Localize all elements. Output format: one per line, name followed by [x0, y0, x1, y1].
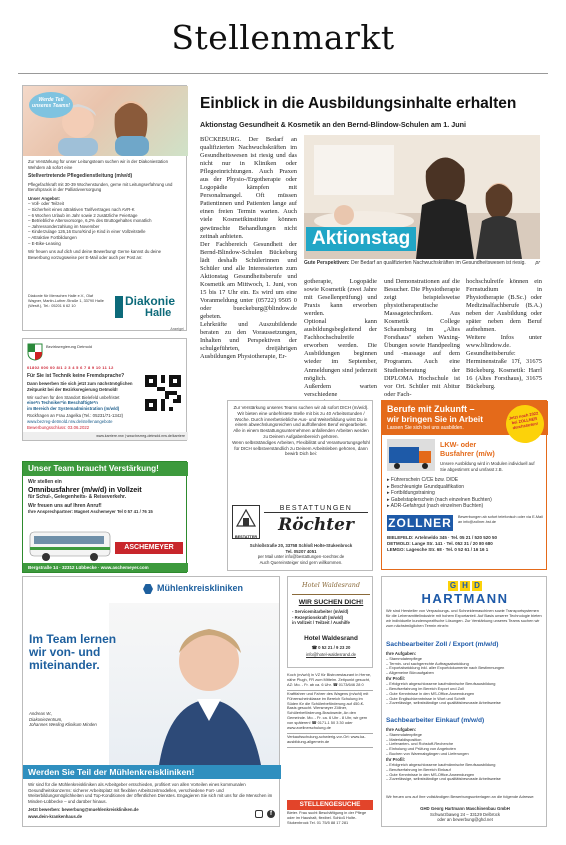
aschemeyer-cta: Wir freuen uns auf Ihren Anruf!: [28, 502, 102, 509]
zollner-item-list: [387, 477, 537, 510]
muehlenkreis-headline: Im Team lernen wir von- und miteinander.: [29, 632, 117, 672]
stellengesuche: [287, 800, 373, 830]
waldesrand-headline: WIR SUCHEN DICH!: [298, 599, 364, 606]
waldesrand-ad[interactable]: [287, 576, 373, 668]
muehlenkreis-org: Mühlenkreiskliniken: [157, 583, 244, 593]
waldesrand-phone: ☎ 0 52 21 / 9 23 20: [311, 645, 351, 650]
muehlenkreis-logo: [143, 583, 277, 597]
list-item: – 6 Wochen Urlaub im Jahr sowie 2 zusätzliche Feiertage: [28, 212, 138, 218]
waldesrand-email[interactable]: info@hotel-waldesrand.de: [306, 652, 356, 657]
bezreg-dept: im Bereich der Systemadministration (m/w/d): [27, 405, 120, 411]
masthead-rule: [18, 73, 548, 74]
list-item: – Sicherheit eines attraktiven Tarifvertrages nach AVR-K: [28, 206, 135, 212]
list-item: ▸ Beschleunigte Grundqualifikation: [387, 483, 465, 490]
instagram-icon[interactable]: [255, 810, 263, 818]
bezreg-phone-code: 01802 000 00 8/1 2 3 4 5 6 7 8 9 10 11 12: [27, 365, 114, 370]
list-item: ▸ ADR-Gefahrgut (nach einzelnen Buchten): [387, 503, 484, 510]
zollner-headline: Berufe mit Zukunft –: [387, 404, 475, 414]
zollner-logo-note: Bewerbungen ab sofort telefonisch oder via E-Mail an info@zollner-hst.de: [458, 515, 543, 524]
list-item: – Einholung und Prüfung von Angeboten: [386, 746, 456, 752]
hartmann-role-1: Sachbearbeiter Zoll / Export (m/w/d): [386, 641, 499, 648]
zollner-cities: BIELEFELD: Artelmeldo 345 · Tel. 05 21 / 520 520 50 DETMOLD: Lange Str. 141 · Tel. 052 31 / 20 80 680 LEMGO: Lagesche Str. 68 · Tel. 0 52 61 / 16 16 1: [387, 535, 498, 552]
hartmann-intro: Wir sind Hersteller von Verpackungs- und Schneidemaschinen sowie Transportsystemen für die Lebensmittelindustrie mit hohem Exportanteil. Auf Basis unserer Technologie bieten wir individuelle kundenspezifische Lösungen. Zur Verstärkung unseres Teams suchen wir zum nächstmöglichen Termin eine/n:: [386, 608, 542, 628]
list-item: – Allgemeine Büroaufgaben: [386, 670, 434, 676]
bezreg-link[interactable]: www.bezreg-detmold.nrw.de/stellenangebote: [27, 418, 113, 424]
hartmann-logo-text: HARTMANN: [421, 591, 509, 606]
list-item: – E-Bike-Leasing: [28, 240, 61, 246]
diakonie-ad[interactable]: [22, 85, 187, 331]
qr-code-icon[interactable]: [145, 375, 181, 411]
facebook-icon[interactable]: f: [267, 810, 275, 818]
roechter-name: Röchter: [278, 515, 354, 535]
list-item: – Buchen von Warenabgängen und Lieferungen: [386, 751, 469, 757]
list-item: ▸ Führerschein C/CE bzw. D/DE: [387, 477, 459, 483]
photo-label: Aktionstag: [306, 227, 416, 251]
list-item: ▸ Gabelstaplerschein (nach einzelnen Buchten): [387, 496, 492, 503]
aschemeyer-lead: Wir stellen ein: [28, 479, 62, 485]
team-badge: Werde Teil unseres Teams!: [29, 92, 73, 118]
muehlenkreis-person: Andreas W., Diakoniezentrum, Johannes Wesling Klinikum Minden: [29, 711, 97, 728]
roechter-text: Zur Verstärkung unseres Teams suchen wir ab sofort DICH (m/w/d). Wir bieten eine unbefristete Stelle mit bis zu 40 Arbeitsstunden / Woche. Durch innerbetriebliche Aus- und Weiterbildung wirst Du in einem abwechslungsreichen und auffüllenden Beruf eingearbeitet. Alle in einem Bestattungsunternehmen anfallenden Arbeiten werden zu Deinem Aufgabenbereich gehören. Wenn selbstständiges Arbeiten, Flexibilität und Verantwortungsgefühl für DICH selbstverständlich zu Deinem Arbeitsleben gehören, dann bewirb Dich bei:: [232, 405, 370, 457]
section-title: Stellenmarkt: [171, 18, 395, 57]
hartmann-role-1-task-list: [386, 657, 544, 677]
hartmann-ad[interactable]: [381, 576, 547, 827]
zollner-subline: Lassen Sie sich bei uns ausbilden.: [387, 425, 464, 431]
roechter-email: per Mail unter info@bestattungen-roechter.de: [257, 554, 345, 560]
hexagon-logo-icon: [143, 584, 153, 594]
aschemeyer-ad[interactable]: [22, 461, 187, 573]
nrw-coat-icon: [27, 343, 43, 361]
diakonie-logo-text: Diakonie: [125, 294, 176, 308]
list-item: – Erfolgreich abgeschlossene kaufmännische Berufsausbildung: [386, 680, 496, 686]
ghd-letter-h: H: [460, 581, 470, 591]
bezreg-contact: Rückfragen an Frau Jagelka (Tel.: 05231/71-1342): [27, 413, 124, 419]
roechter-phone: Tel. 05207 4051: [285, 548, 317, 554]
portrait-illustration: [109, 603, 279, 765]
muehlenkreis-contact[interactable]: Jetzt bewerben: bewerbung@muehlenkreiskliniken.de: [28, 807, 139, 812]
diakonie-offer-list: [28, 201, 183, 246]
diakonie-address: Diakonie für Menschen Halle e.V., Olaf Wagner, Martin-Luther-Straße 1, 33790 Halle (Westf.), Tel.: 05201 6 62 10: [28, 294, 104, 308]
bezreg-org: Bezirksregierung Detmold: [46, 344, 93, 349]
caption-text: Der Bedarf an qualifizierten Nachwuchskräften im Gesundheitswesen ist riesig.: [350, 260, 526, 266]
hartmann-company: GHD Georg Hartmann Maschinenbau GmbH: [420, 806, 510, 811]
list-item: – Stammdatenpflege: [386, 655, 422, 661]
hartmann-role-1-profile-list: [386, 682, 544, 707]
stellengesuche-text: Bieter. Frau sucht Beschäftigung in der Pflege oder im Haushalt, flexibel. Schloß Holte-Stukenbrock Tel. 01 75/5 88 17 281: [287, 810, 367, 825]
aschemeyer-type: für Schul-, Gelegenheits- & Reiseverkehr.: [28, 494, 127, 501]
roechter-closing: Auch Quereinsteiger sind gern willkommen.: [259, 559, 343, 565]
bezreg-role: eine*n Techniker*in Beschäftigte*n: [27, 400, 98, 406]
classified-item: Koch (m/w/d) in VZ für Bistrorestaurant in Herne, nähe Plugh, FR zum Mittelm. Zeitpunkt gesucht, AZ: Mo. - Fr. ab ca. 6 Uhr. ☎ 0173/646 28 0: [287, 672, 373, 691]
list-item: – Attraktive Fortbildungen: [28, 234, 77, 240]
ghd-letter-d: D: [472, 581, 482, 591]
list-item: – Materialdisposition: [386, 736, 422, 742]
zollner-badge: Jetzt noch 2022 bei ZOLLNER durchstarten!: [503, 402, 547, 446]
diakonie-offer-title: Unser Angebot:: [28, 195, 61, 201]
aschemeyer-role: Omnibusfahrer (m/w/d) in Vollzeit: [28, 485, 142, 495]
aschemeyer-logo: ASCHEMEYER: [115, 542, 183, 554]
article-column-1: BÜCKEBURG. Der Bedarf an qualifizierten Nachwuchskräften im Gesundheitswesen ist riesig und das nicht nur in Kliniken oder Pflegeeinrichtungen. Auch Praxen aus der Physio-/Ergotherapie oder Logopädie kämpfen mit Personalmangel. Oft müssen Patientinnen und Patienten lange auf einen freien Termin warten. Auch viele Kosmetikinstitute können gewünschte Behandlungen nicht zeitnah anbieten. Der Fachbereich Gesundheit der Bernd-Blindow-Schulen Bückeburg lädt deshalb Schülerinnen und Schüler und alle Interessierten zum Aktionstag Gesundheitsberufe und Kosmetik am Mittwoch, 1. Juni, von 15 bis 17 Uhr ein. Es wird um eine Voranmeldung unter (05722) 9505 0 oder bueckeburg@blindow.de gebeten. Lehrkräfte und Auszubildende beraten zu den Voraussetzungen, Inhalten und Perspektiven der schulgeführten, dreijährigen Ausbildungen Physiotherapie, Er-: [200, 136, 297, 361]
hartmann-role-2-profile-title: Ihr Profil:: [386, 757, 406, 763]
caption-credit: pr: [535, 260, 540, 266]
zollner-headline-2: wir bringen Sie in Arbeit: [387, 414, 484, 424]
bezreg-ad[interactable]: [22, 338, 187, 441]
hartmann-role-2: Sachbearbeiter Einkauf (m/w/d): [386, 717, 485, 724]
hartmann-closing: Wir freuen uns auf Ihre vollständigen Bewerbungsunterlagen an die folgende Adresse:: [386, 794, 535, 799]
diakonie-logo-sub: Halle: [145, 307, 172, 319]
list-item: – Gute Englischkenntnisse in Wort und Schrift: [386, 695, 466, 701]
hartmann-role-2-tasks-title: Ihre Aufgaben:: [386, 727, 417, 732]
waldesrand-logo: Hotel Waldesrand: [292, 581, 370, 595]
muehlenkreis-ad[interactable]: [22, 576, 280, 827]
diakonie-intro: Zur Verstärkung für unser Leitungsteam suchen wir in der Diakoniestation Wehdem ab sofort eine: [28, 159, 168, 170]
zollner-logo: ZOLLNER: [388, 516, 452, 530]
stellengesuche-header: STELLENGESUCHE: [287, 800, 373, 810]
list-item: – Berufserfahrung im Bereich Export und Zoll: [386, 685, 464, 691]
list-item: – Jahressonderzahlung im November: [28, 223, 100, 229]
truck-icon: [387, 439, 435, 471]
list-item: – Zuverlässige, selbstständige und qualitätsbewusste Arbeitsweise: [386, 776, 501, 782]
bus-icon: [28, 528, 113, 562]
bezreg-question: Für Sie ist Technik keine Fremdsprache?: [27, 373, 125, 379]
list-item: – Termin- und sachgerechte Auftragsabwicklung: [386, 660, 469, 666]
ad-code: Anzeige/: [170, 327, 184, 331]
waldesrand-name: Hotel Waldesrand: [304, 635, 358, 642]
bezreg-deadline: Bewerbungsschluss: 03.06.2022: [27, 424, 90, 430]
bezreg-lead: Dann bewerben Sie sich jetzt zum nächstmöglichen Zeitpunkt bei der Bezirksregierung Detmold!: [27, 381, 133, 392]
bezreg-intro: Wir suchen für den Standort Bielefeld unbefristet: [27, 394, 120, 400]
classified-list: [287, 672, 373, 748]
list-item: – Gute Kenntnisse in den MS-Office-Anwendungen: [386, 690, 475, 696]
caption-bold: Gute Perspektiven:: [304, 260, 350, 266]
waldesrand-roles: - Servicemitarbeiter (m/w/d) - Rezeptionskraft (m/w/d) in Vollzeit / Teilzeit / Aushilfe: [292, 609, 350, 626]
list-item: – Erfolgreich abgeschlossene kaufmännische Berufsausbildung: [386, 761, 496, 767]
ghd-badge: [426, 581, 504, 591]
hartmann-logo: [386, 581, 544, 605]
roechter-ad[interactable]: [227, 400, 373, 571]
diakonie-logo: [115, 292, 183, 322]
aschemeyer-contact: Ihre Ansprechpartner: Magnet Aschemeyer Tel 0 57 41 / 76 15: [28, 509, 153, 515]
hartmann-role-1-tasks-title: Ihre Aufgaben:: [386, 651, 417, 656]
hartmann-role-2-task-list: [386, 733, 544, 758]
zollner-role-note: Unsere Ausbildung wird in Modulen individuell auf Sie abgestimmt und umfasst z.B.: [440, 461, 535, 472]
zollner-ad[interactable]: [381, 400, 547, 570]
article-subtitle: Aktionstag Gesundheit & Kosmetik an den Bernd-Blindow-Schulen am 1. Juni: [200, 120, 466, 129]
photo-caption: [304, 260, 540, 266]
list-item: ▸ Fortbildungstraining: [387, 490, 435, 497]
classified-item: Kraftfahrer und Fahrer des Wagens (m/w/d) mit Führerscheinklasse im Bereich Schulung im Süden für die Schülerbeförderung auf 450-€-Basis gesucht. Wersmeyer Zöllner, Schülerbeförderung-Brackwede, An den Gemeinde. Mo. - Fr. ca. 6 Uhr - 8 Uhr, wir gern von späteren! ☎ 0171-1 50 3 30 oder www.zoellnerschulung.de: [287, 691, 373, 734]
roechter-name-top: BESTATTUNGEN: [264, 505, 368, 513]
masthead: [0, 0, 566, 80]
list-item: – Exportabwicklung inkl. aller Exportdokumente nach Bestimmungen: [386, 665, 505, 671]
article-column-2: gotherapie, Logopädie sowie Kosmetik (zwei Jahre mit Gesellenprüfung) und Praxis kann erworben werden. Optional kann ausbildungsbegleitend der Fachhochschulreife erworben werden. Die Ausbildungen beginnen wieder im September, Anmeldungen sind jederzeit möglich. Außerdem warten verschiedene: [304, 278, 377, 398]
list-item: – Gute Kenntnisse in den MS-Office-Anwendungen: [386, 771, 475, 777]
diakonie-logo-mark: [115, 296, 123, 318]
diakonie-role: Stellvertretende Pflegedienstleitung (m/w/d): [28, 173, 133, 180]
list-item: – Betriebliche Altersvorsorge, 6,2% des Bruttogehaltes monatlich: [28, 218, 152, 224]
roechter-crest-label: BESTATTER: [234, 535, 258, 539]
list-item: – Zuverlässige, selbstständige und qualitätsbewusste Arbeitsweise: [386, 700, 501, 706]
hartmann-role-1-profile-title: Ihr Profil:: [386, 676, 406, 682]
aschemeyer-footer: Bergstraße 14 · 32312 Lübbecke · www.aschemeyer.com: [23, 563, 188, 572]
list-item: – Lieferanten- und Rohstoff-Recherche: [386, 741, 454, 747]
article-column-3: und Demonstrationen auf die Besucher. Die Physiotherapie zeigt beispielsweise physiotherapeutische Massagetechniken. Aus Kosmetik College Schaumburg im „Altes Forsthaus" stehen Waxing-Übungen sowie Handpeeling und -massage auf dem Programm. Auch eine Studienberatung der DIPLOMA Hochschule ist vor Ort. Schüler mit Abitur oder Fach-: [384, 278, 460, 398]
hartmann-address: Schwarzbaweg 24 – 33129 Delbrück: [430, 811, 500, 817]
article-column-4: hochschulreife können ein Fernstudium in Physiotherapie (B.Sc.) oder Medizinalfachberufe (B.A.) neben der Ausbildung oder später neben dem Beruf aufnehmen. Weitere Infos unter www.blindow.de. Gesundheitsberufe: Herminenstraße 17f, 31675 Bückeburg. Kosmetik: Harrl 16 (Altes Forsthaus), 31675 Bückeburg.: [466, 278, 542, 390]
ghd-letter-g: G: [449, 581, 457, 590]
classified-item: Verkaufsschulung-schwierig-vor-Ort: www.ka-ausbildung-allgemein.de: [287, 734, 373, 748]
zollner-role: LKW- oder Busfahrer (m/w): [440, 440, 495, 458]
article-photo: [304, 135, 540, 259]
article-title: Einblick in die Ausbildungsinhalte erhalten: [200, 95, 517, 112]
hartmann-role-2-profile-list: [386, 763, 544, 783]
muehlenkreis-link[interactable]: www.dein-krankenhaus.de: [28, 814, 83, 819]
list-item: – Voll- oder Teilzeit: [28, 201, 64, 207]
bezreg-footer: www.karriere.nrw | www.bezreg-detmold.nrw.de/karriere: [23, 432, 188, 440]
diakonie-hours: Pflegefachkraft mit 30-39 Wochenstunden, gerne mit Leitungserfahrung und Berufspraxis in der Palliativversorgung: [28, 181, 173, 193]
roechter-crest: [232, 505, 260, 539]
classifieds: [287, 672, 373, 800]
muehlenkreis-body: Wir sind für die Mühlenkreiskliniken als Arbeitgeber entschieden, profitiert von allen Vorteilen eines kommunalen Gesundheitskonzerns: sicherer Arbeitsplatz mit flexiblen Arbeitszeitmodellen, verschiedene Fort- und Weiterbildungsmöglichkeiten und Top-Konditionen der öffentlichen Dienstes. Engagieren Sie sich mit uns für die Menschen im Minden-Lübbecke – und darüber hinaus.: [28, 782, 273, 804]
diakonie-closing: Wir freuen uns auf dich und deine Bewerbung! Gerne kannst du deine Bewerbung vorzugsweise per E-Mail oder auch per Post an:: [28, 249, 162, 260]
list-item: – Kinderzulage 126,16 Euro/Kind je Kind in einer Vollzeitstelle: [28, 229, 146, 235]
list-item: – Stammdatenpflege: [386, 731, 422, 737]
hartmann-email[interactable]: oder an bewerbung@ghd.net: [437, 817, 493, 823]
muehlenkreis-cta: Werden Sie Teil der Mühlenkreiskliniken!: [23, 765, 281, 779]
list-item: – Berufserfahrung im Bereich Einkauf: [386, 766, 451, 772]
aschemeyer-headline: Unser Team braucht Verstärkung!: [23, 462, 188, 476]
diakonie-photo: [23, 86, 188, 156]
roechter-address: Schloßstraße 20, 33758 Schloß Holte-Stukenbrock: [249, 543, 353, 548]
